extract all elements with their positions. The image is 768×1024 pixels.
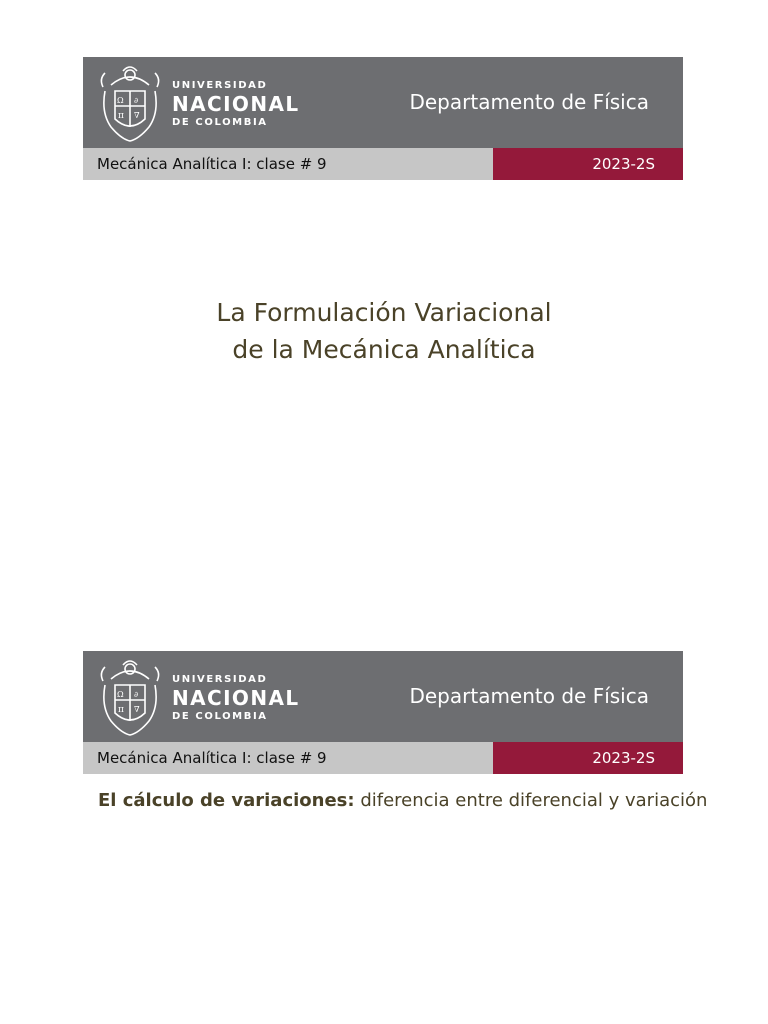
- university-line-2: NACIONAL: [172, 686, 300, 710]
- slide-title-line-1: La Formulación Variacional: [216, 298, 552, 327]
- svg-text:Ω: Ω: [117, 96, 124, 105]
- svg-text:∇: ∇: [134, 705, 140, 714]
- university-line-1: UNIVERSIDAD: [172, 674, 268, 685]
- slide-header: [83, 57, 683, 180]
- section-heading-bold: El cálculo de variaciones:: [98, 790, 355, 811]
- university-line-2: NACIONAL: [172, 92, 300, 116]
- svg-text:∂: ∂: [134, 96, 139, 105]
- section-heading: [98, 790, 707, 811]
- department-name: Departamento de Física: [409, 90, 649, 114]
- svg-text:π: π: [118, 111, 124, 121]
- course-bar: [83, 742, 683, 774]
- slide-header: [83, 651, 683, 774]
- university-logotype: [172, 673, 300, 723]
- slide-title-line-2: de la Mecánica Analítica: [232, 335, 536, 364]
- term-label: 2023-2S: [592, 749, 655, 767]
- university-line-3: DE COLOMBIA: [172, 117, 268, 128]
- course-name: Mecánica Analítica I: clase # 9: [97, 155, 327, 173]
- university-line-1: UNIVERSIDAD: [172, 80, 268, 91]
- header-banner: [83, 651, 683, 742]
- university-logotype: [172, 79, 300, 129]
- term-box: [493, 742, 683, 774]
- svg-text:∇: ∇: [134, 111, 140, 120]
- svg-text:Ω: Ω: [117, 690, 124, 699]
- course-name: Mecánica Analítica I: clase # 9: [97, 749, 327, 767]
- slide-title: [0, 294, 768, 368]
- university-crest-icon: [97, 655, 163, 737]
- university-crest-icon: [97, 61, 163, 143]
- term-label: 2023-2S: [592, 155, 655, 173]
- svg-text:π: π: [118, 705, 124, 715]
- header-banner: [83, 57, 683, 148]
- svg-text:∂: ∂: [134, 690, 139, 699]
- section-heading-rest: diferencia entre diferencial y variación: [354, 790, 708, 811]
- university-line-3: DE COLOMBIA: [172, 711, 268, 722]
- course-bar: [83, 148, 683, 180]
- term-box: [493, 148, 683, 180]
- department-name: Departamento de Física: [409, 684, 649, 708]
